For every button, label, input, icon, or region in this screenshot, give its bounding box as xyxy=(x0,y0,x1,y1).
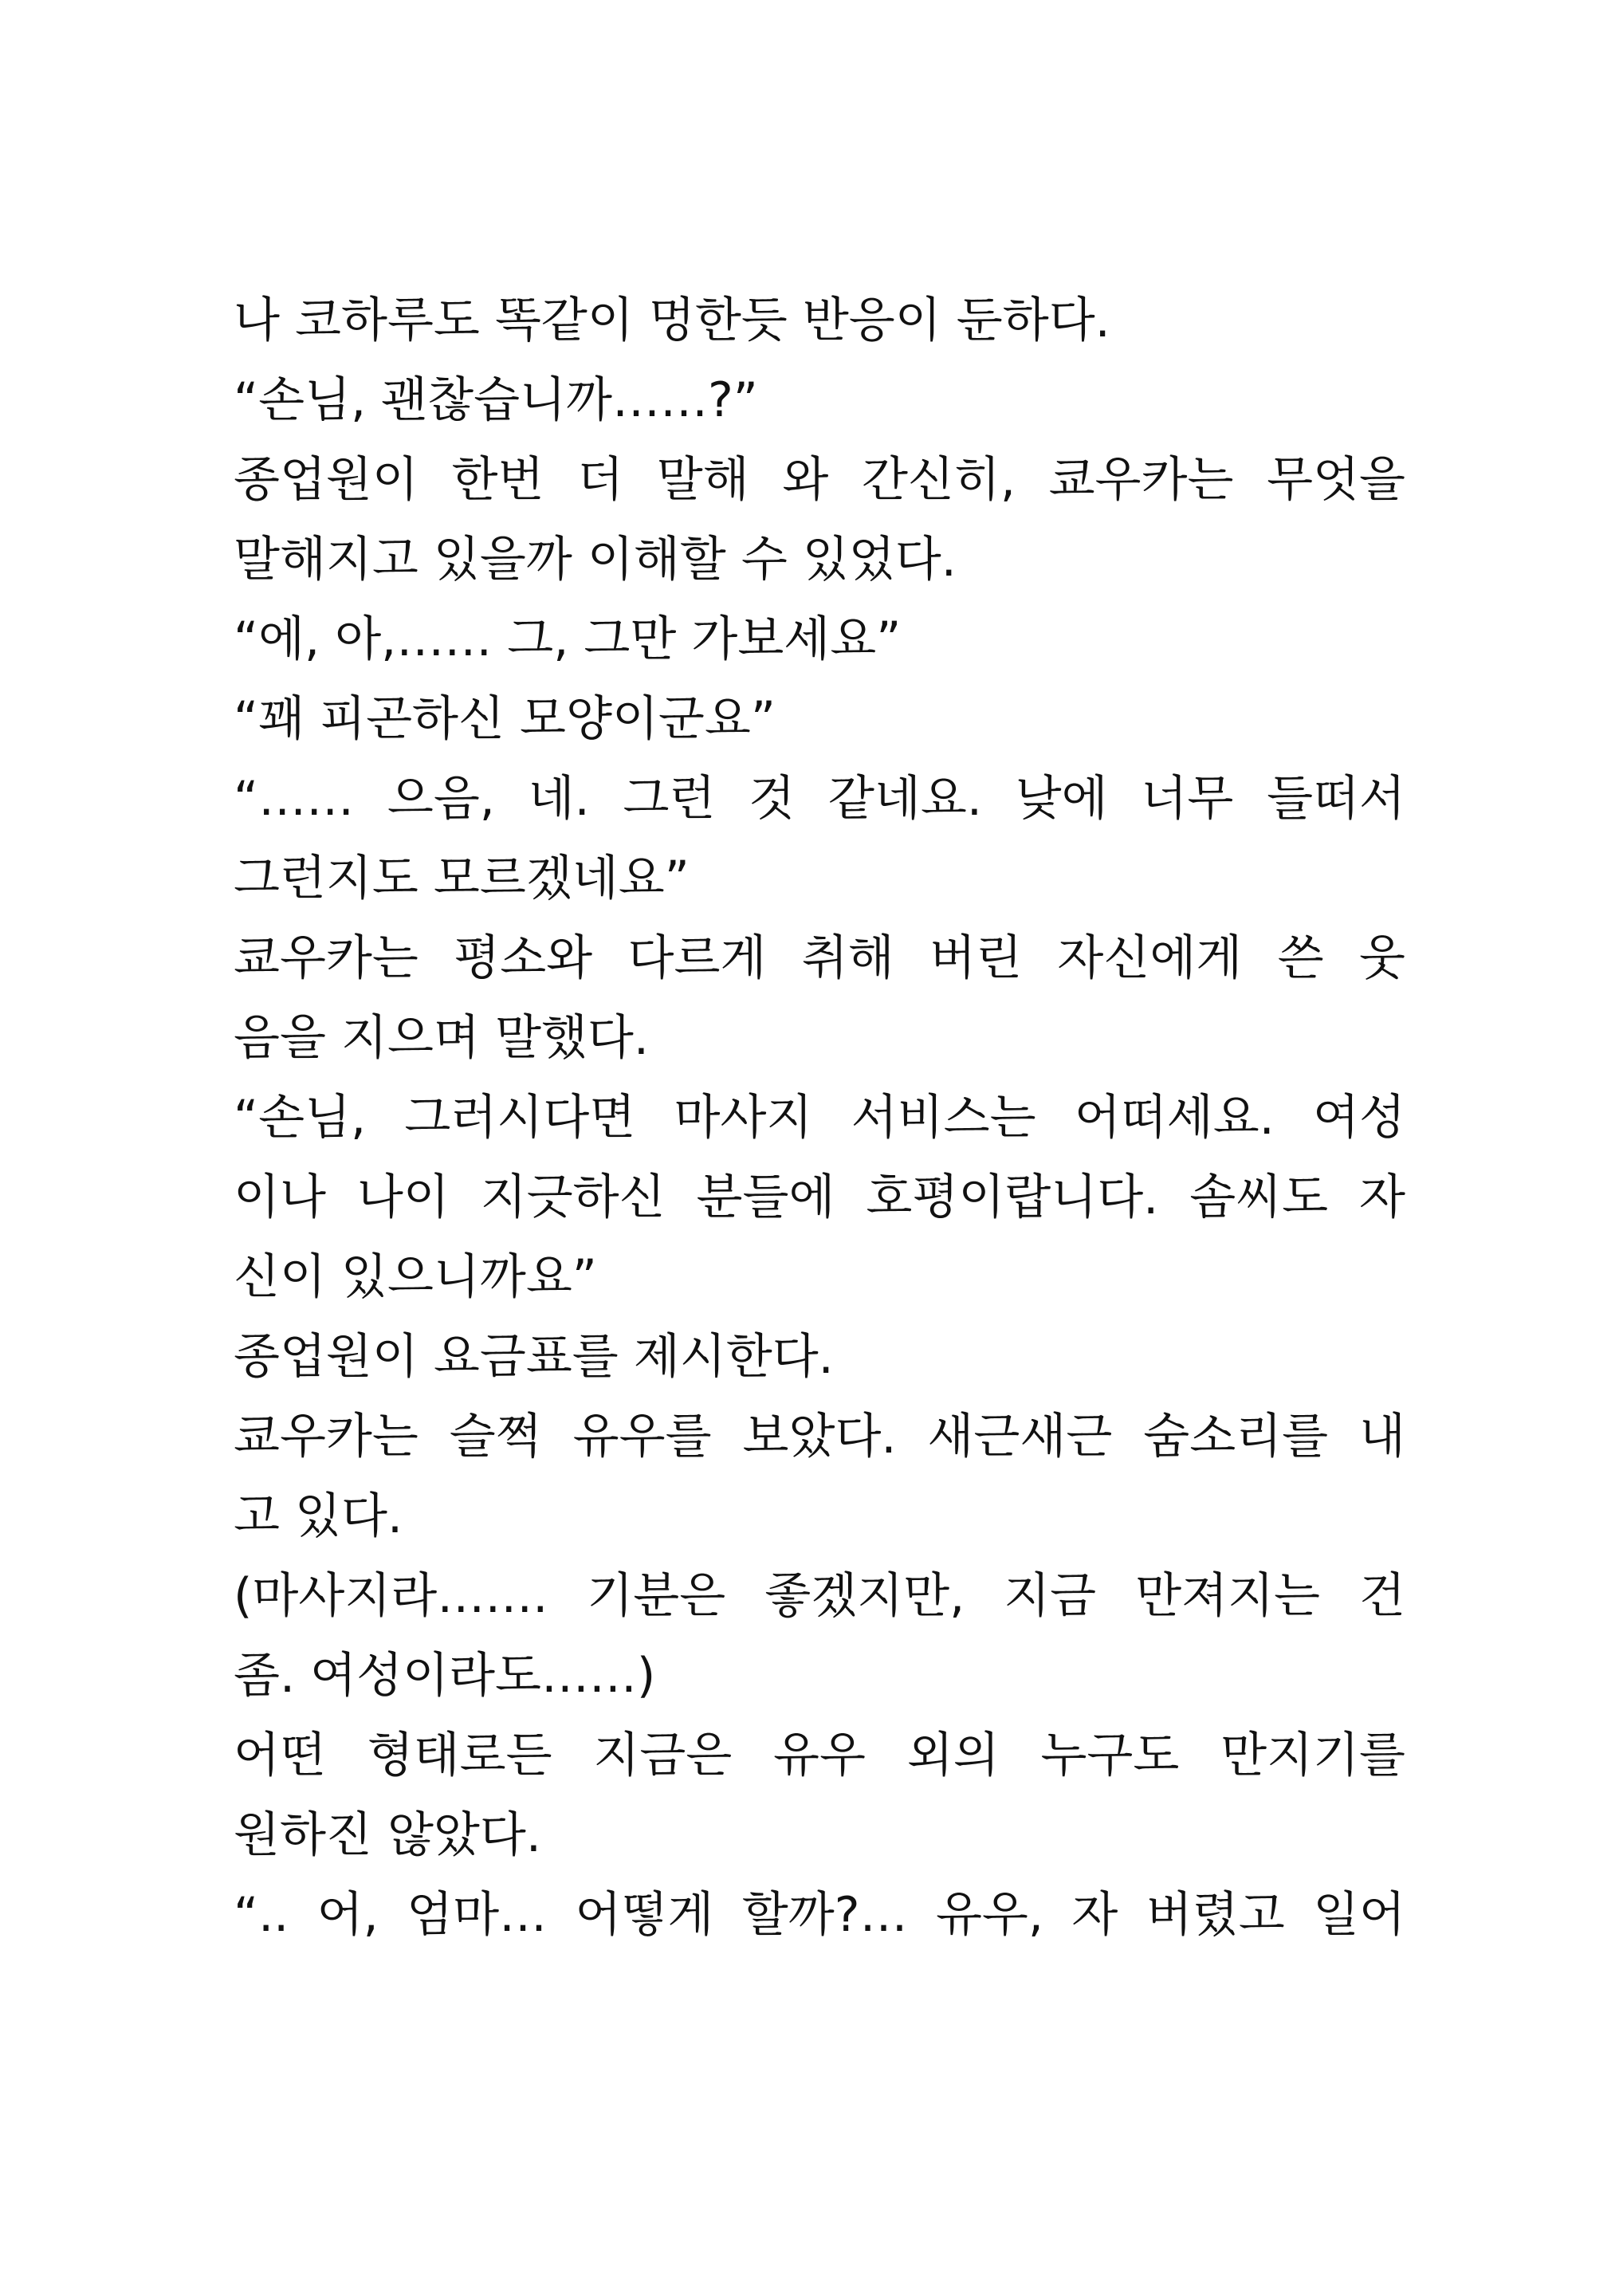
body-text xyxy=(234,281,1405,1955)
text-line: 좀. 여성이라도……) xyxy=(234,1648,656,1704)
text-line: 어떤 형태로든 지금은 유우 외의 누구도 만지기를 xyxy=(234,1728,1405,1783)
text-line: 이나 나이 지긋하신 분들에 호평이랍니다. 솜씨도 자 xyxy=(234,1170,1405,1225)
text-line: 신이 있으니까요” xyxy=(234,1249,597,1305)
text-line: “.. 어, 엄마… 어떻게 할까?… 유우, 자 버렸고 일어 xyxy=(234,1887,1405,1943)
text-line: “손님, 괜찮습니까……?” xyxy=(234,372,758,428)
text-line: 말해지고 있을까 이해할 수 있었다. xyxy=(234,532,957,588)
text-line: “손님, 그러시다면 마사지 서비스는 어떠세요. 여성 xyxy=(234,1090,1405,1146)
text-line: “에, 아,…… 그, 그만 가보세요” xyxy=(234,611,902,667)
text-line: 그런지도 모르겠네요” xyxy=(234,851,690,906)
text-line: 종업원이 요금표를 제시한다. xyxy=(234,1329,834,1385)
text-line: 쿄우카는 평소와 다르게 취해 버린 자신에게 쓴 웃 xyxy=(234,930,1405,986)
text-line: “…… 으음, 네. 그런 것 같네요. 낮에 너무 들떠서 xyxy=(234,771,1405,827)
text-line: (마사지라……. 기분은 좋겠지만, 지금 만져지는 건 xyxy=(234,1568,1405,1624)
text-line: 원하진 않았다. xyxy=(234,1807,541,1863)
text-line: 쿄우카는 슬쩍 유우를 보았다. 새근새근 숨소리를 내 xyxy=(234,1409,1405,1464)
text-line: 음을 지으며 말했다. xyxy=(234,1010,649,1066)
text-line: 나 코하루도 똑같이 멍한듯 반응이 둔하다. xyxy=(234,293,1110,348)
text-line: “꽤 피곤하신 모양이군요” xyxy=(234,691,776,747)
text-line: 고 있다. xyxy=(234,1488,403,1544)
text-line: 종업원이 한번 더 말해 와 간신히, 쿄우카는 무엇을 xyxy=(234,452,1405,508)
